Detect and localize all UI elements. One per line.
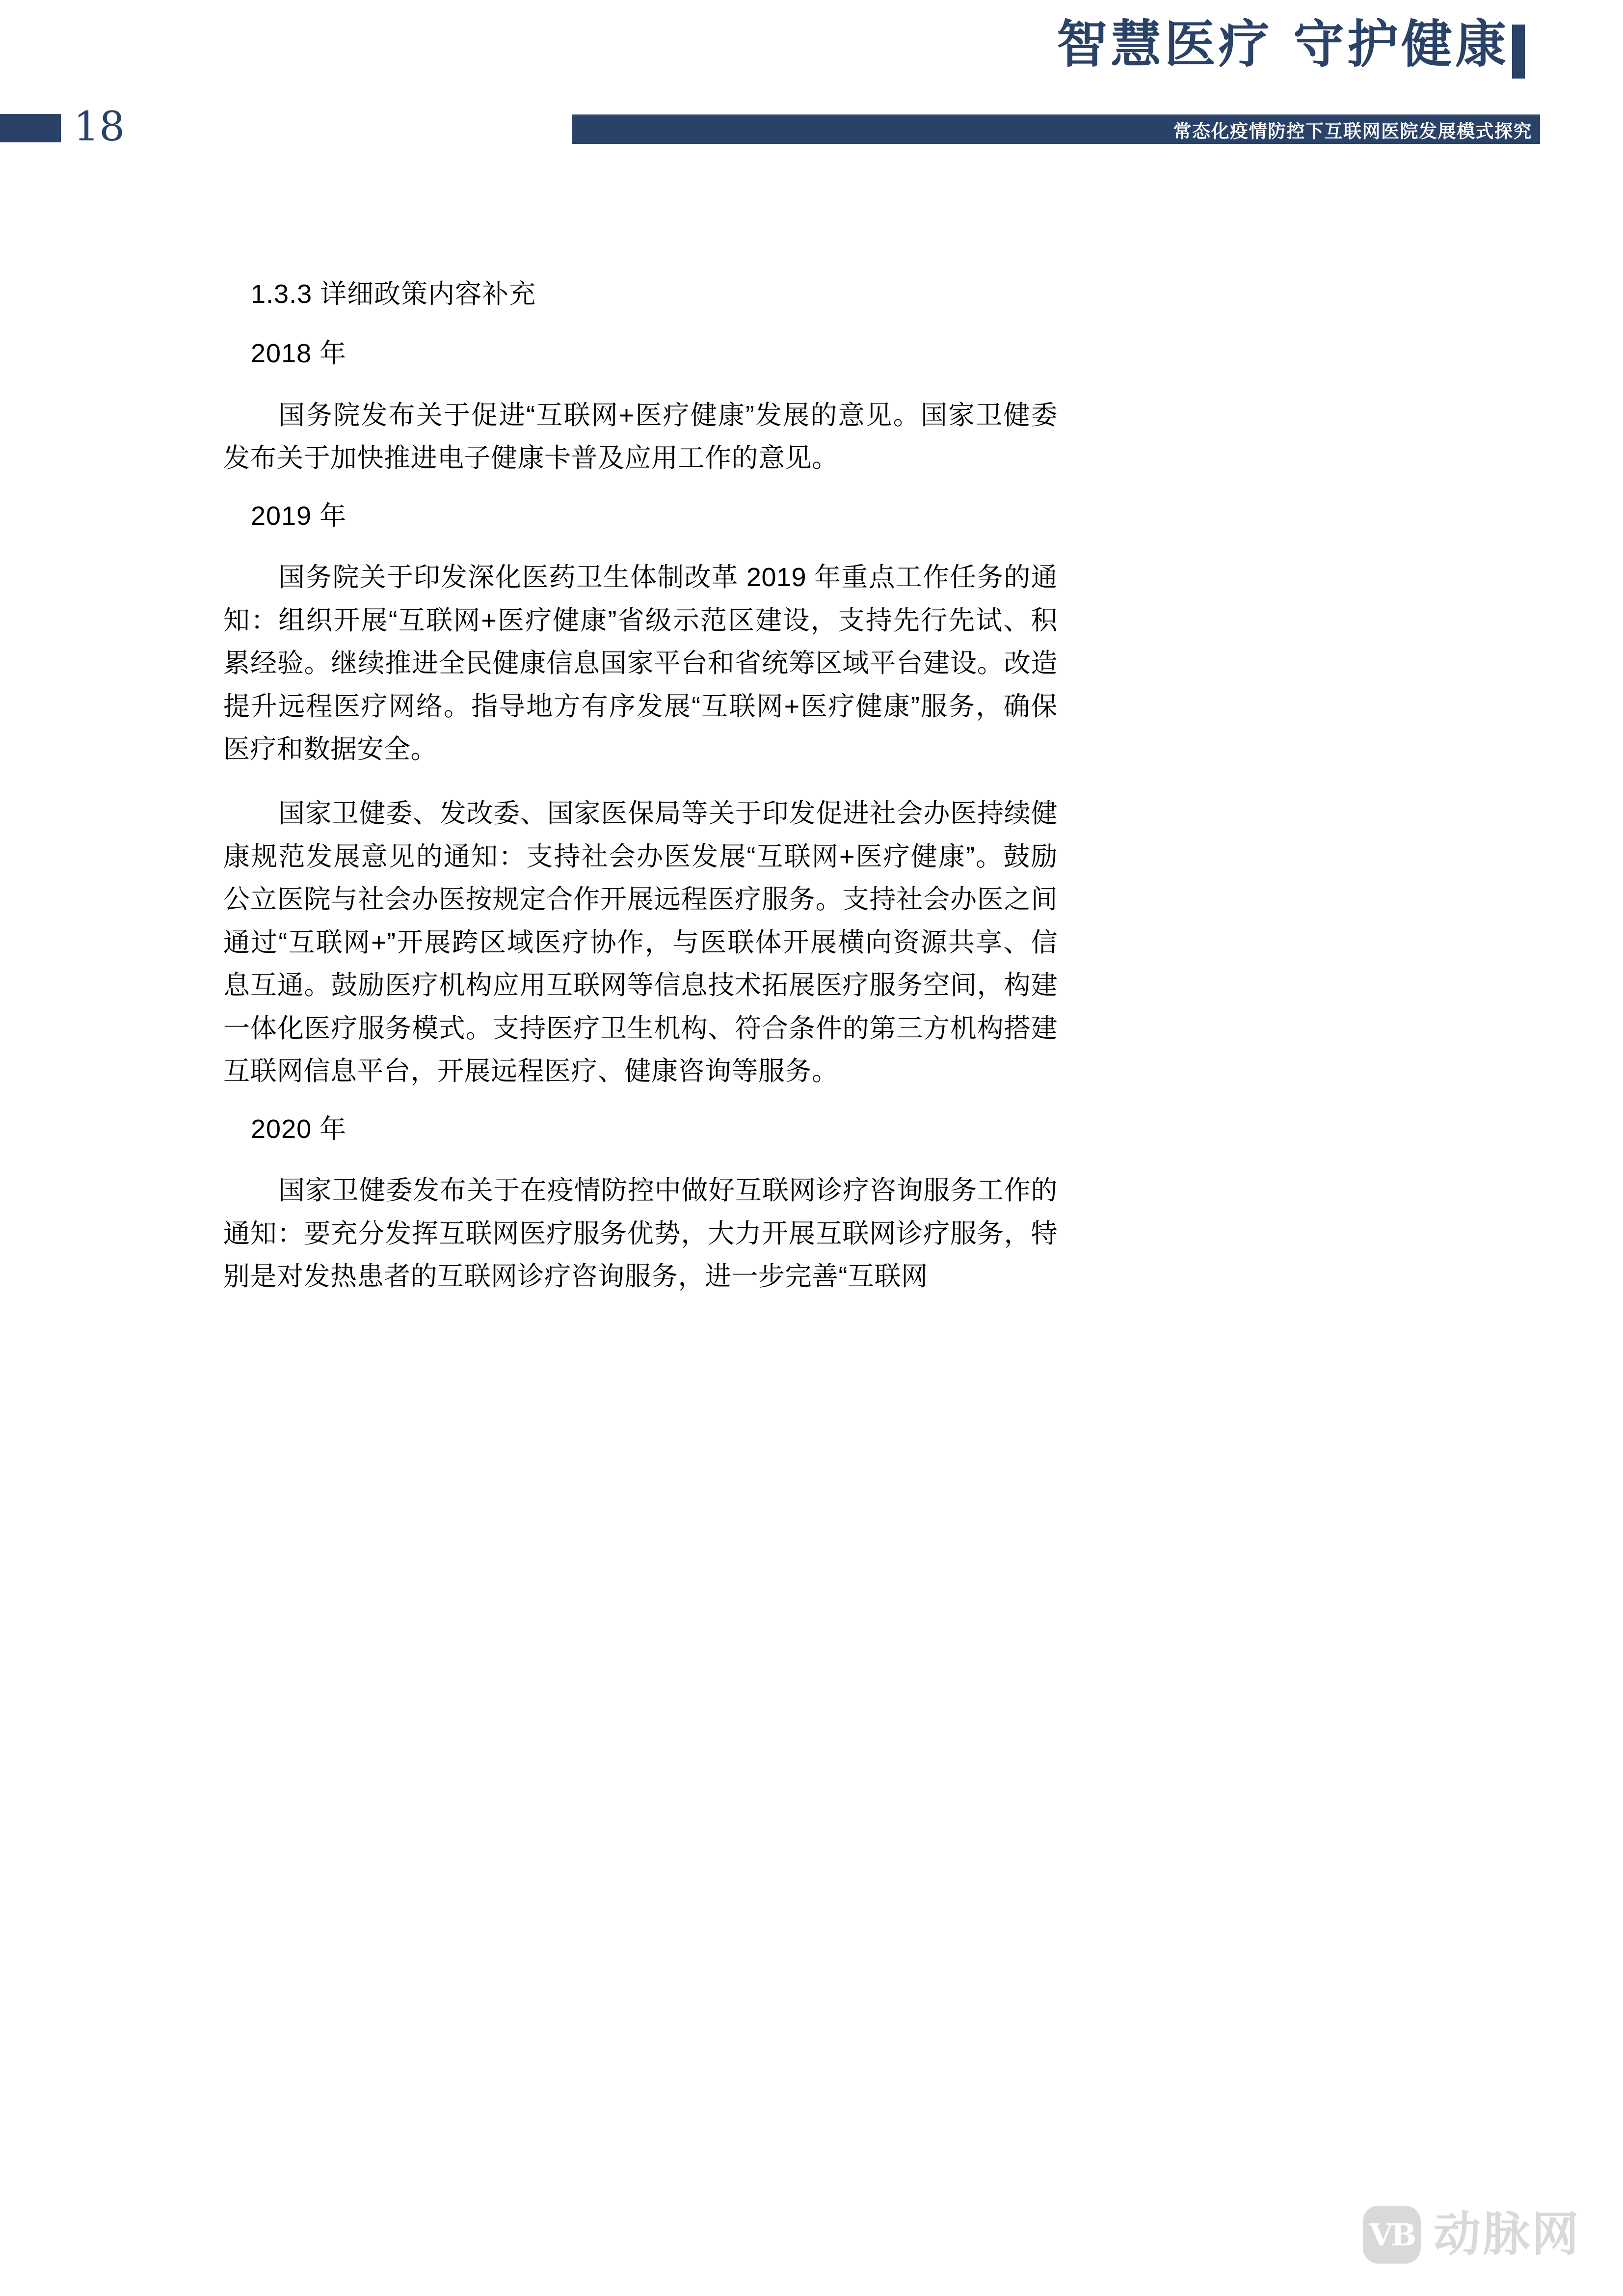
header-main-title: 智慧医疗 守护健康: [1056, 14, 1509, 74]
page-number-accent-block: [0, 114, 61, 142]
header-accent-bar-icon: [1512, 25, 1525, 79]
vb-logo-icon: VB: [1363, 2206, 1421, 2264]
header-subtitle-bar: [572, 114, 1540, 144]
header-sub-title: 常态化疫情防控下互联网医院发展模式探究: [1173, 120, 1532, 142]
watermark-brand-text: 动脉网: [1434, 2208, 1581, 2261]
year-heading-2020: 2020 年: [251, 1114, 347, 1144]
paragraph-2018-1: 国务院发布关于促进“互联网+医疗健康”发展的意见。国家卫健委发布关于加快推进电子健康卡普及应用工作的意见。: [223, 400, 1058, 473]
page-number: 18: [74, 104, 125, 150]
year-heading-2019: 2019 年: [251, 501, 347, 531]
paragraph-2019-1: 国务院关于印发深化医药卫生体制改革 2019 年重点工作任务的通知：组织开展“互联网+医疗健康”省级示范区建设，支持先行先试、积累经验。继续推进全民健康信息国家平台和省统筹区域平台建设。改造提升远程医疗网络。指导地方有序发展“互联网+医疗健康”服务，确保医疗和数据安全。: [223, 563, 1058, 764]
section-heading: 1.3.3 详细政策内容补充: [251, 279, 536, 309]
year-heading-2018: 2018 年: [251, 339, 347, 369]
watermark: [1363, 2206, 1581, 2264]
paragraph-2019-2: 国家卫健委、发改委、国家医保局等关于印发促进社会办医持续健康规范发展意见的通知：支持社会办医发展“互联网+医疗健康”。鼓励公立医院与社会办医按规定合作开展远程医疗服务。支持社会办医之间通过“互联网+”开展跨区域医疗协作，与医联体开展横向资源共享、信息互通。鼓励医疗机构应用互联网等信息技术拓展医疗服务空间，构建一体化医疗服务模式。支持医疗卫生机构、符合条件的第三方机构搭建互联网信息平台，开展远程医疗、健康咨询等服务。: [223, 799, 1058, 1086]
page-content: [223, 280, 1058, 1298]
page-header: [0, 0, 1623, 162]
paragraph-2020-1: 国家卫健委发布关于在疫情防控中做好互联网诊疗咨询服务工作的通知：要充分发挥互联网医疗服务优势，大力开展互联网诊疗服务，特别是对发热患者的互联网诊疗咨询服务，进一步完善“互联网: [223, 1176, 1058, 1292]
